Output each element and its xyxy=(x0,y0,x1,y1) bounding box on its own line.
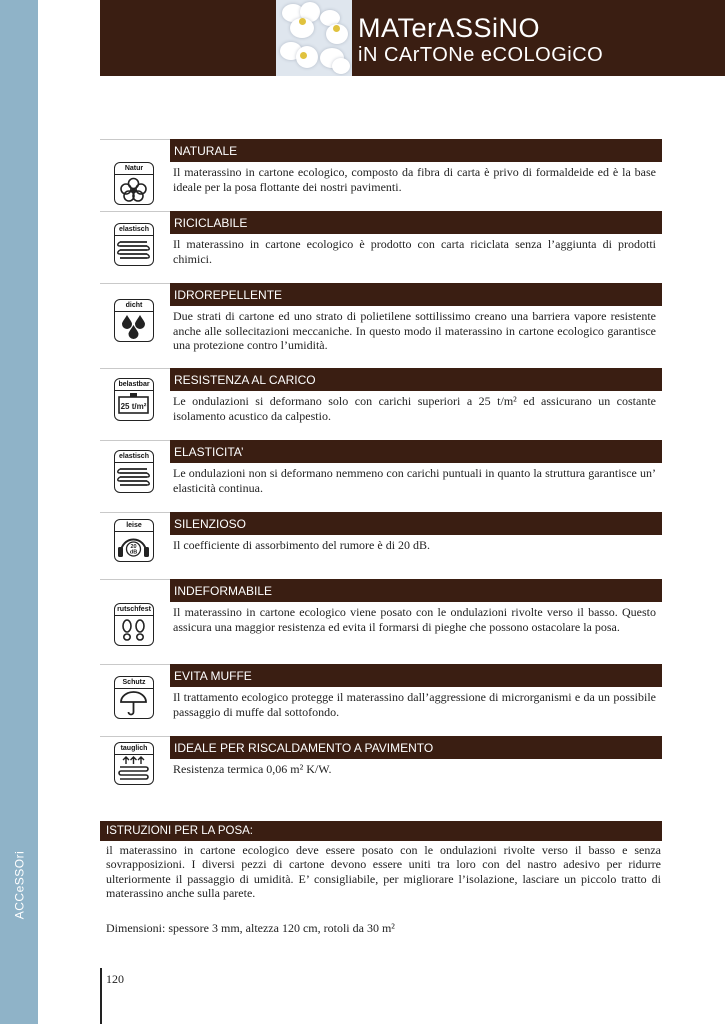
feature-description: Due strati di cartone ed uno strato di polietilene sottilissimo creano una barriera vapore resistente anche alle sollecitazioni meccaniche. In questo modo il materassino in cartone ecologico garantisce una protezione contro l’umidità. xyxy=(173,309,656,353)
feature-title-bar xyxy=(170,368,662,391)
page-header xyxy=(100,0,725,76)
elastisch-spring-icon: elastisch xyxy=(114,450,154,493)
elastisch-spring-icon: elastisch xyxy=(114,223,154,266)
leise-headphones-icon: leise 20 dB xyxy=(114,519,154,562)
page-title: MATerASSiNO xyxy=(358,13,541,43)
side-section-label-text: ACCeSSOri xyxy=(12,850,27,920)
feature-title: NATURALE xyxy=(174,144,238,158)
feature-description: Le ondulazioni non si deformano nemmeno con carichi puntuali in quanto la struttura garantisce un’ elasticità continua. xyxy=(173,466,656,495)
feature-title-bar xyxy=(170,512,662,535)
feature-title: RICICLABILE xyxy=(174,216,248,230)
feature-title: INDEFORMABILE xyxy=(174,584,273,598)
rutschfest-footprints-icon: rutschfest xyxy=(114,603,154,646)
page-number: 120 xyxy=(106,972,124,986)
instructions-title-bar xyxy=(100,821,662,841)
feature-title: RESISTENZA AL CARICO xyxy=(174,373,316,387)
instructions-title: ISTRUZIONI PER LA POSA: xyxy=(106,825,253,837)
feature-icon-cell xyxy=(100,512,170,567)
feature-icon-cell xyxy=(100,283,170,363)
svg-text:dB: dB xyxy=(129,549,138,556)
dicht-drops-icon: dicht xyxy=(114,299,154,342)
feature-description: Il coefficiente di assorbimento del rumore è di 20 dB. xyxy=(173,538,431,552)
header-orchid-photo xyxy=(276,0,352,76)
feature-title: SILENZIOSO xyxy=(174,517,247,531)
feature-title-bar xyxy=(170,664,662,687)
feature-title-bar xyxy=(170,736,662,759)
feature-icon-cell xyxy=(100,440,170,506)
tauglich-floor-heating-icon: tauglich xyxy=(114,742,154,785)
feature-icon-cell xyxy=(100,664,170,730)
dimensions-text: Dimensioni: spessore 3 mm, altezza 120 cm, rotoli da 30 m² xyxy=(106,921,395,935)
belastbar-weight-icon: belastbar 25 t/m² xyxy=(114,378,154,421)
feature-title-bar xyxy=(170,283,662,306)
page-subtitle: iN CArTONe eCOLOGiCO xyxy=(358,44,604,66)
feature-title: ELASTICITA’ xyxy=(174,445,244,459)
feature-title: EVITA MUFFE xyxy=(174,669,252,683)
natur-flower-icon: Natur xyxy=(114,162,154,205)
feature-title: IDROREPELLENTE xyxy=(174,288,283,302)
feature-description: Il trattamento ecologico protegge il materassino dall’aggressione di microrganismi e da un possibile passaggio di muffe dal sottofondo. xyxy=(173,690,656,719)
feature-icon-cell xyxy=(100,139,170,205)
page-number-rule xyxy=(100,968,102,1024)
feature-icon-cell xyxy=(100,736,170,788)
schutz-umbrella-icon: Schutz xyxy=(114,676,154,719)
feature-title-bar xyxy=(170,211,662,234)
side-section-label xyxy=(1,850,37,920)
feature-title-bar xyxy=(170,579,662,602)
feature-icon-cell xyxy=(100,579,170,659)
instructions-text: il materassino in cartone ecologico deve essere posato con le ondulazioni rivolte verso il basso e senza sovrapposizioni. I diversi pezzi di cartone devono essere uniti tra loro con del nastro adesivo per ridurre ulteriormente il passaggio di umidità. E’ consigliabile, per migliorare l’isolazione, lasciare un piccolo tratto di materassino anche sulla parete. xyxy=(106,843,661,901)
feature-description: Le ondulazioni si deformano solo con carichi superiori a 25 t/m² ed assicurano un costante isolamento acustico da calpestio. xyxy=(173,394,656,423)
svg-text:25 t/m²: 25 t/m² xyxy=(120,402,147,411)
feature-title: IDEALE PER RISCALDAMENTO A PAVIMENTO xyxy=(174,741,434,755)
feature-icon-cell xyxy=(100,211,170,277)
feature-description: Il materassino in cartone ecologico è prodotto con carta riciclata senza l’aggiunta di prodotti chimici. xyxy=(173,237,656,266)
feature-icon-cell xyxy=(100,368,170,434)
feature-description: Resistenza termica 0,06 m² K/W. xyxy=(173,762,332,776)
svg-text:20: 20 xyxy=(130,544,137,550)
feature-title-bar xyxy=(170,440,662,463)
feature-title-bar xyxy=(170,139,662,162)
feature-description: Il materassino in cartone ecologico viene posato con le ondulazioni rivolte verso il basso. Questo assicura una maggior resistenza ed evita il formarsi di pieghe che possono ostacolare la posa. xyxy=(173,605,656,634)
feature-description: Il materassino in cartone ecologico, composto da fibra di carta è privo di formaldeide ed è la base ideale per la posa flottante dei nostri pavimenti. xyxy=(173,165,656,194)
